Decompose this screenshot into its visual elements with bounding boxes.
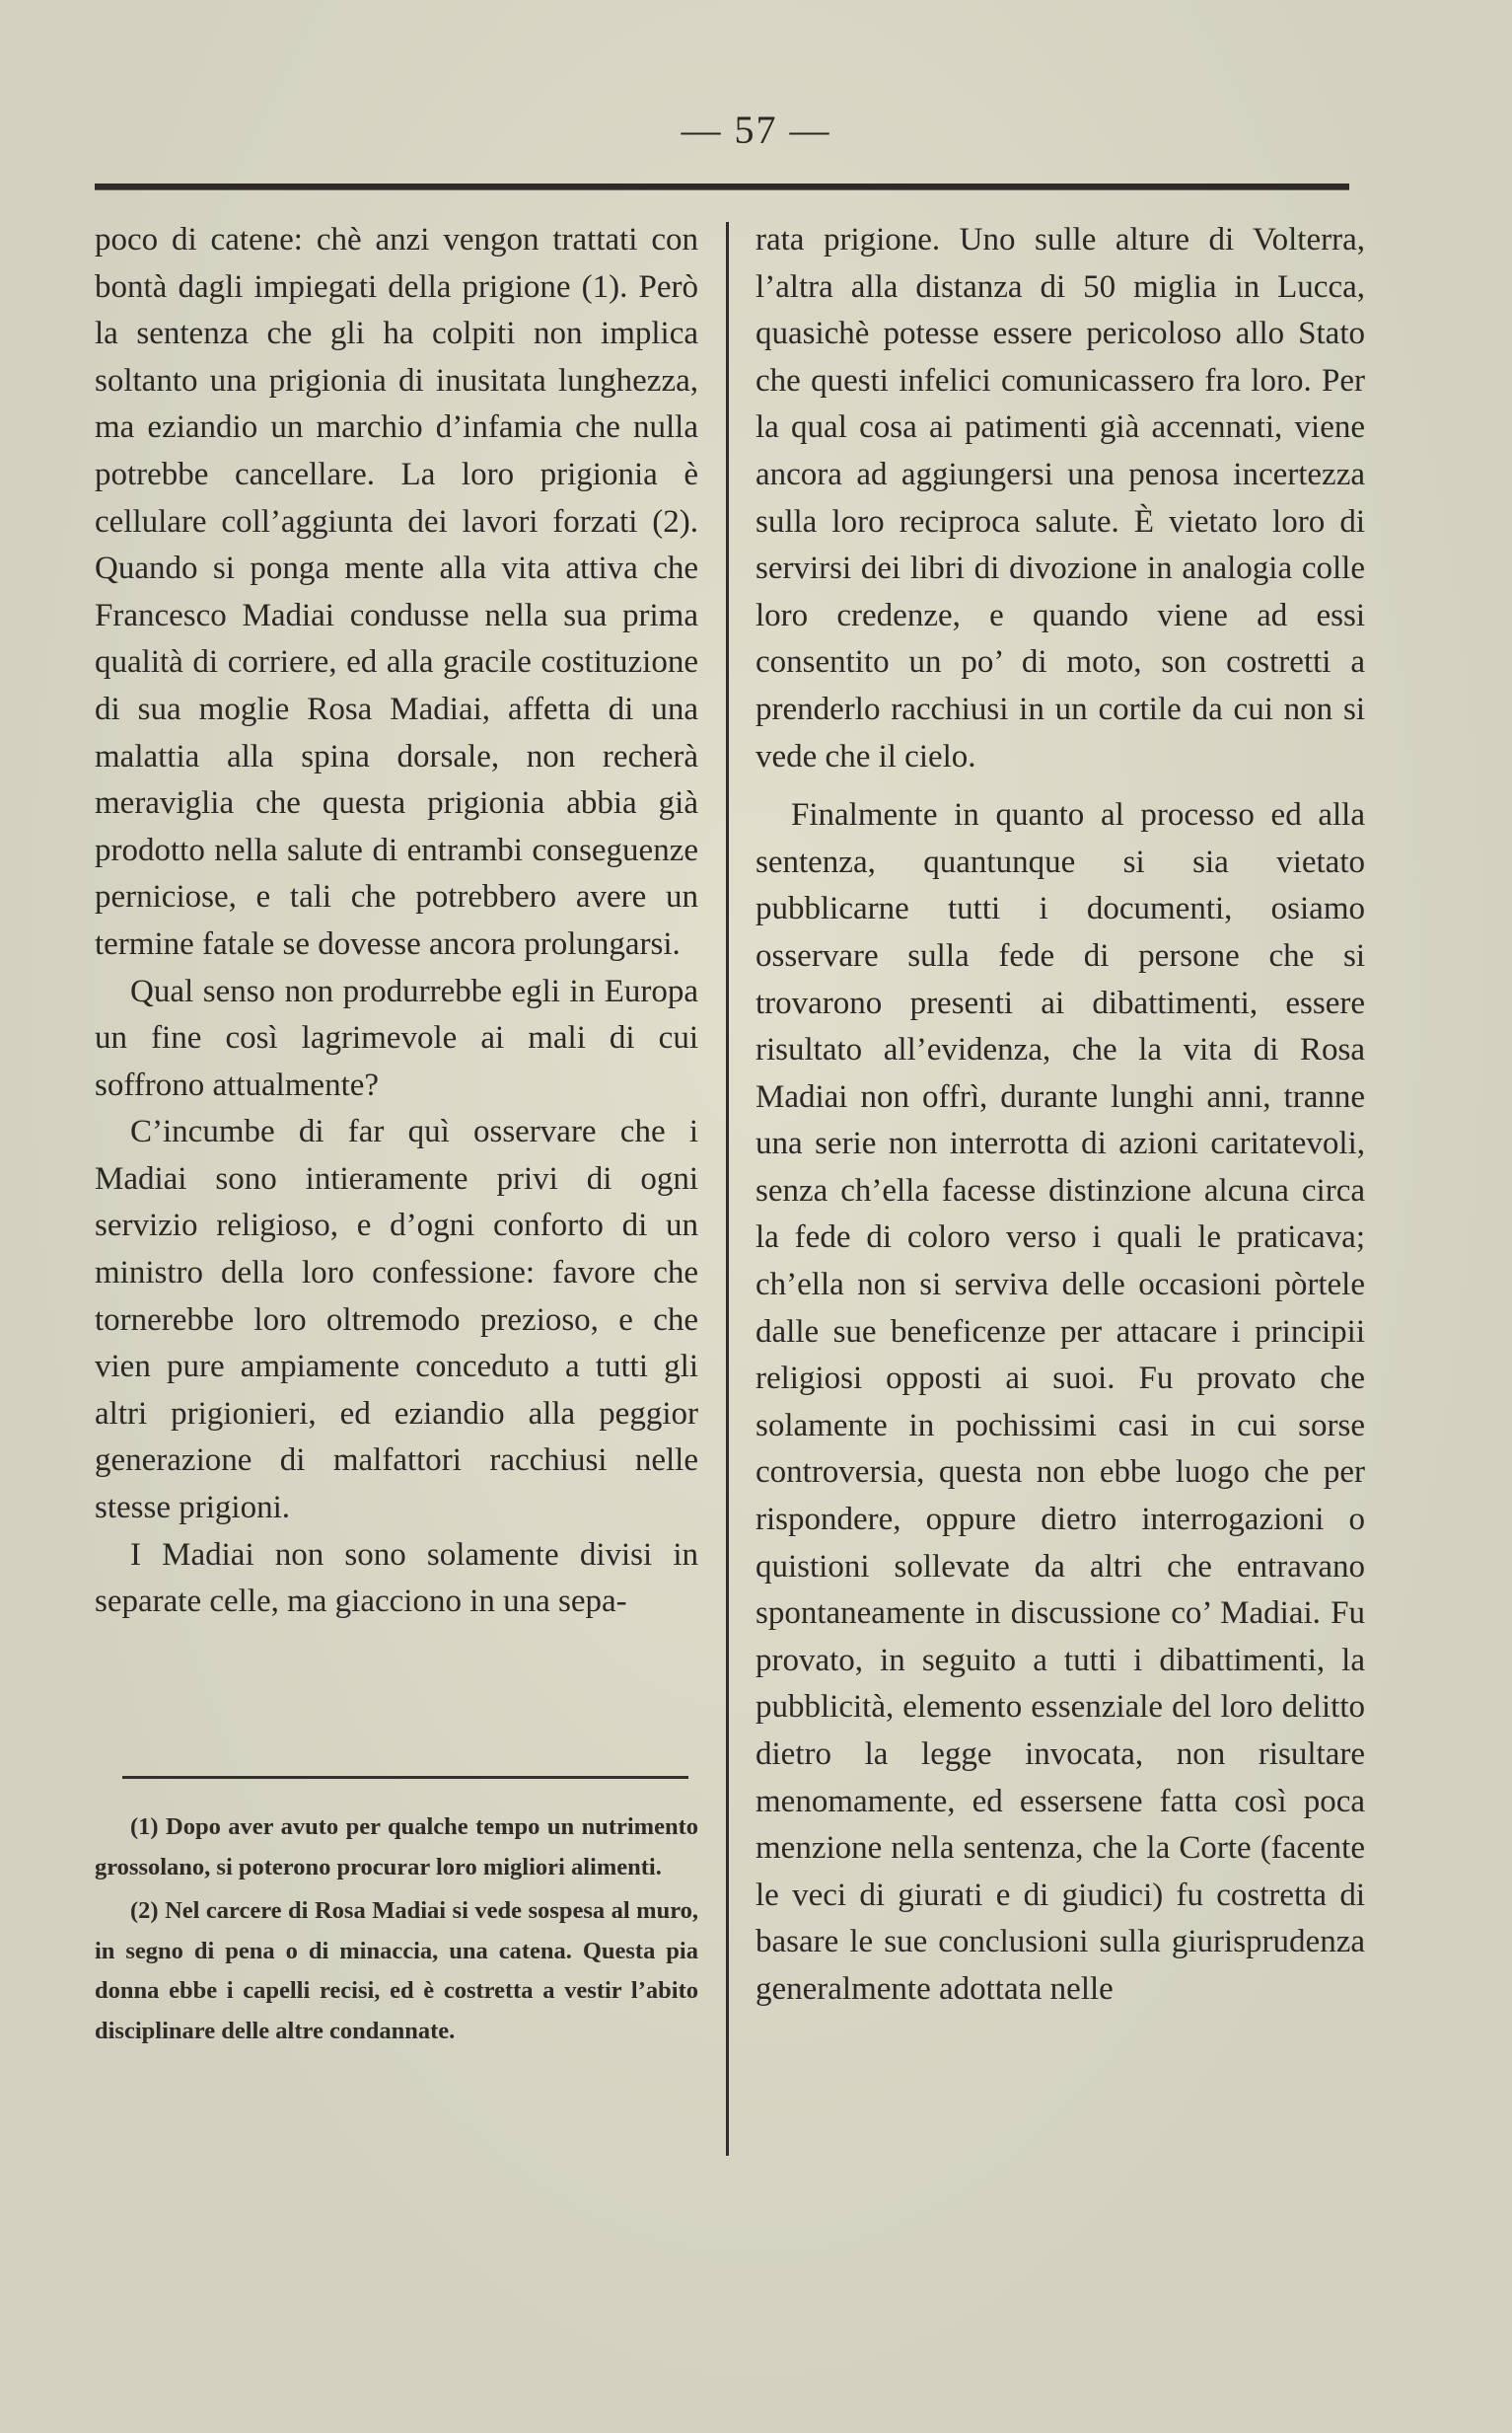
left-column [95,217,698,1626]
right-column [756,217,1365,2014]
paragraph: Qual senso non produrrebbe egli in Europa un fine così lagrimevole ai mali di cui soffrono attualmente? [95,973,698,1103]
column-divider [726,222,729,2156]
paragraph: C’incumbe di far quì osservare che i Madiai sono intieramente privi di ogni servizio religioso, e d’ogni conforto di un ministro della loro confessione: favore che tornerebbe loro oltremodo prezioso, e che vien pure ampiamente conceduto a tutti gli altri prigionieri, ed eziandio alla peggior generazione di malfattori racchiusi nelle stesse prigioni. [95,1114,698,1526]
paragraph: I Madiai non sono solamente divisi in separate celle, ma giacciono in una sepa- [95,1536,698,1620]
footnote: (1) Dopo aver avuto per qualche tempo un nutrimento grossolano, si poterono procurar loro migliori alimenti. [95,1813,698,1880]
paragraph: Finalmente in quanto al processo ed alla sentenza, quantunque si sia vietato pubblicarne tutti i documenti, osiamo osservare sulla fede di persone che si trovarono presenti ai dibattimenti, essere risultato all’evidenza, che la vita di Rosa Madiai non offrì, durante lunghi anni, tranne una serie non interrotta di azioni caritatevoli, senza ch’ella facesse distinzione alcuna circa la fede di coloro verso i quali le praticava; ch’ella non si serviva delle occasioni pòrtele dalle sue beneficenze per attacare i principii religiosi opposti ai suoi. Fu provato che solamente in pochissimi casi in cui sorse controversia, questa non ebbe luogo che per rispondere, oppure dietro interrogazioni o quistioni sollevate da altri che entravano spontaneamente in discussione co’ Madiai. Fu provato, in seguito a tutti i dibattimenti, la pubblicità, elemento essenziale del loro delitto dietro la legge invocata, non risultare menomamente, ed essersene fatta così poca menzione nella sentenza, che la Corte (facente le veci di giurati e di giudici) fu costretta di basare le sue conclusioni sulla giurisprudenza generalmente adottata nelle [756,797,1365,2007]
footnotes [95,1807,698,2051]
footnote: (2) Nel carcere di Rosa Madiai si vede sospesa al muro, in segno di pena o di minaccia, una catena. Questa pia donna ebbe i capelli recisi, ed è costretta a vestir l’abito disciplinare delle altre condannate. [95,1897,698,2044]
paragraph: rata prigione. Uno sulle alture di Volterra, l’altra alla distanza di 50 miglia in Lucca, quasichè potesse essere pericoloso allo Stato che questi infelici comunicassero fra loro. Per la qual cosa ai patimenti già accennati, viene ancora ad aggiungersi una penosa incertezza sulla loro reciproca salute. È vietato loro di servirsi dei libri di divozione in analogia colle loro credenze, e quando viene ad essi consentito un po’ di moto, son costretti a prenderlo racchiusi in un cortile da cui non si vede che il cielo. [756,222,1365,774]
paragraph: poco di catene: chè anzi vengon trattati con bontà dagli impiegati della prigione (1). Però la sentenza che gli ha colpiti non implica soltanto una prigionia di inusitata lunghezza, ma eziandio un marchio d’infamia che nulla potrebbe cancellare. La loro prigionia è cellulare coll’aggiunta dei lavori forzati (2). Quando si ponga mente alla vita attiva che Francesco Madiai condusse nella sua prima qualità di corriere, ed alla gracile costituzione di sua moglie Rosa Madiai, affetta di una malattia alla spina dorsale, non recherà meraviglia che questa prigionia abbia già prodotto nella salute di entrambi conseguenze perniciose, e tali che potrebbero avere un termine fatale se dovesse ancora prolungarsi. [95,222,698,962]
page-number: — 57 — [681,108,831,152]
footnote-rule [122,1776,688,1779]
header-rule [95,184,1349,190]
